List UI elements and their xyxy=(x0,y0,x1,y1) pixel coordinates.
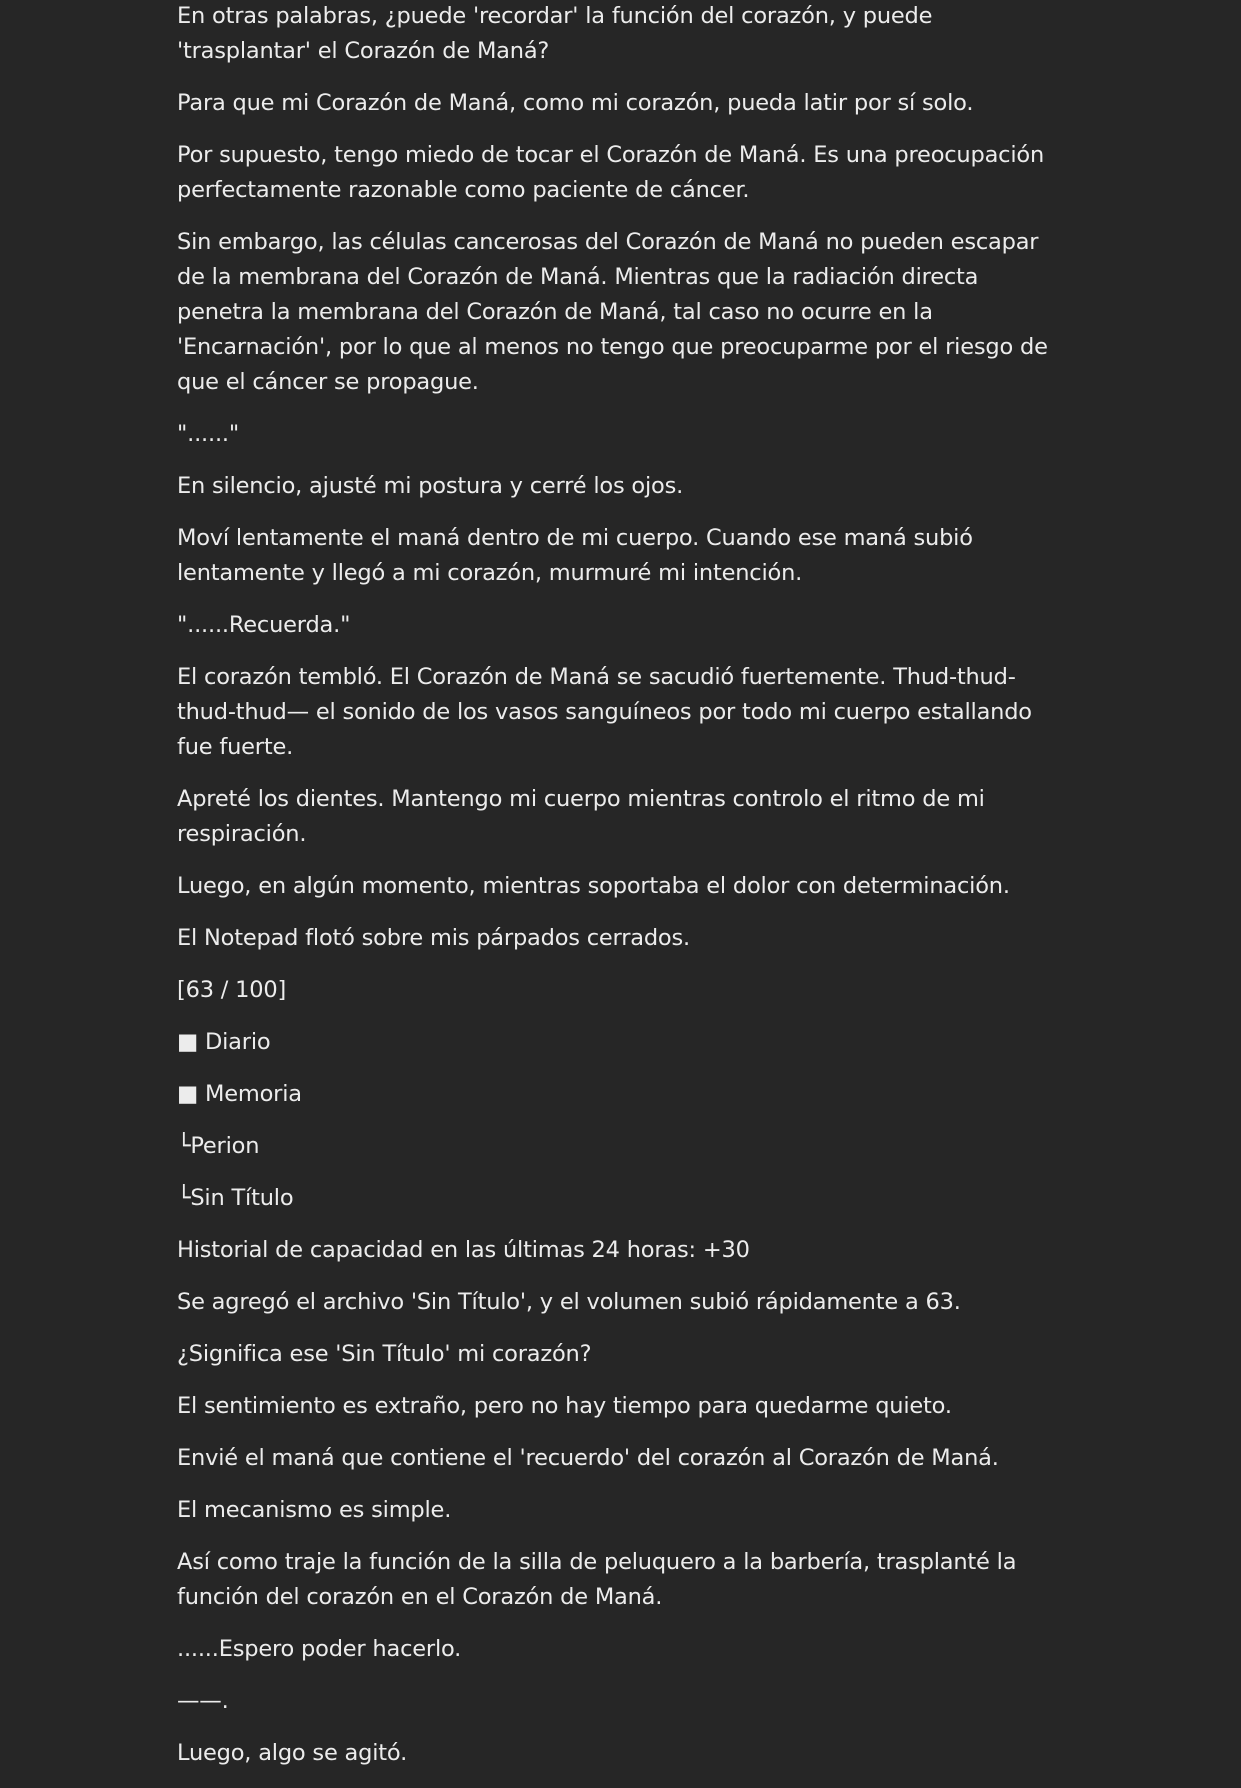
paragraph-5: "......" xyxy=(177,421,240,447)
paragraph-20: ¿Significa ese 'Sin Título' mi corazón? xyxy=(177,1341,592,1367)
paragraph-11: Luego, en algún momento, mientras soportaba el dolor con determinación. xyxy=(177,873,1010,899)
paragraph-3: Por supuesto, tengo miedo de tocar el Corazón de Maná. Es una preocupación perfectamente razonable como paciente de cáncer. xyxy=(177,142,1045,203)
notepad-capacity: [63 / 100] xyxy=(177,977,287,1003)
paragraph-10: Apreté los dientes. Mantengo mi cuerpo mientras controlo el ritmo de mi respiración. xyxy=(177,786,985,847)
paragraph-21: El sentimiento es extraño, pero no hay tiempo para quedarme quieto. xyxy=(177,1393,952,1419)
paragraph-24: Así como traje la función de la silla de peluquero a la barbería, trasplanté la función del corazón en el Corazón de Maná. xyxy=(177,1549,1017,1610)
paragraph-8: "......Recuerda." xyxy=(177,612,351,638)
paragraph-9: El corazón tembló. El Corazón de Maná se sacudió fuertemente. Thud-thud-thud-thud— el sonido de los vasos sanguíneos por todo mi cuerpo estallando fue fuerte. xyxy=(177,664,1032,760)
notepad-subitem-perion: └Perion xyxy=(177,1133,260,1159)
notepad-item-diario: ■ Diario xyxy=(177,1029,271,1055)
paragraph-26: ——. xyxy=(177,1688,229,1714)
notepad-history: Historial de capacidad en las últimas 24 horas: +30 xyxy=(177,1237,750,1263)
paragraph-6: En silencio, ajusté mi postura y cerré los ojos. xyxy=(177,473,684,499)
paragraph-12: El Notepad flotó sobre mis párpados cerrados. xyxy=(177,925,690,951)
reading-text-area xyxy=(177,0,1067,1788)
paragraph-1: En otras palabras, ¿puede 'recordar' la función del corazón, y puede 'trasplantar' el Corazón de Maná? xyxy=(177,3,933,64)
paragraph-19: Se agregó el archivo 'Sin Título', y el volumen subió rápidamente a 63. xyxy=(177,1289,961,1315)
notepad-item-memoria: ■ Memoria xyxy=(177,1081,302,1107)
paragraph-27: Luego, algo se agitó. xyxy=(177,1740,408,1766)
paragraph-23: El mecanismo es simple. xyxy=(177,1497,452,1523)
paragraph-4: Sin embargo, las células cancerosas del Corazón de Maná no pueden escapar de la membrana del Corazón de Maná. Mientras que la radiación directa penetra la membrana del Corazón de Maná, tal caso no ocurre en la 'Encarnación', por lo que al menos no tengo que preocuparme por el riesgo de que el cáncer se propague. xyxy=(177,229,1048,395)
paragraph-22: Envié el maná que contiene el 'recuerdo' del corazón al Corazón de Maná. xyxy=(177,1445,999,1471)
paragraph-25: ......Espero poder hacerlo. xyxy=(177,1636,462,1662)
paragraph-7: Moví lentamente el maná dentro de mi cuerpo. Cuando ese maná subió lentamente y llegó a mi corazón, murmuré mi intención. xyxy=(177,525,973,586)
paragraph-2: Para que mi Corazón de Maná, como mi corazón, pueda latir por sí solo. xyxy=(177,90,974,116)
notepad-subitem-sin-titulo: └Sin Título xyxy=(177,1185,294,1211)
